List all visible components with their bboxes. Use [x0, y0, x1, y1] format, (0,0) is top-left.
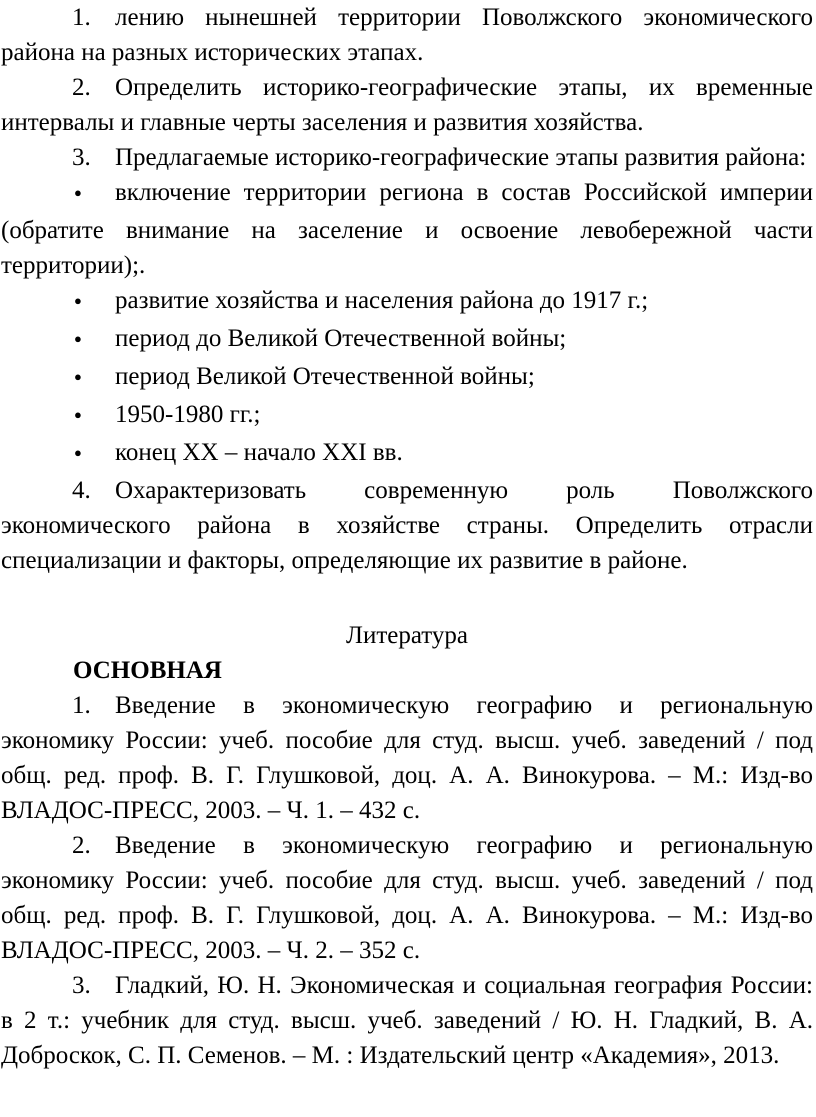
literature-item-1 — [1, 688, 813, 828]
spacer — [1, 578, 813, 618]
bullet-icon — [74, 359, 115, 397]
bullet-text-2: развитие хозяйства и населения района до 1917 г.; — [115, 287, 649, 314]
literature-number-3: 3. — [72, 972, 91, 999]
literature-item-2 — [1, 828, 813, 968]
bullet-item-3 — [1, 321, 813, 359]
bullet-item-6 — [1, 435, 813, 473]
bullet-text-5: 1950-1980 гг.; — [115, 401, 261, 428]
bullet-text-1: включение территории региона в состав Российской империи (обратите внимание на заселение и освоение левобережной части территории);. — [1, 179, 813, 279]
bullet-icon — [74, 435, 115, 473]
task-text-2: Определить историко-географические этапы, их временные интервалы и главные черты заселения и развития хозяйства. — [1, 74, 813, 136]
bullet-text-3: период до Великой Отечественной войны; — [115, 325, 567, 352]
literature-number-2: 2. — [72, 832, 91, 859]
bullet-icon — [74, 283, 115, 321]
bullet-icon — [74, 175, 115, 213]
bullet-text-4: период Великой Отечественной войны; — [115, 363, 535, 390]
task-number-2: 2. — [72, 74, 91, 101]
task-number-4: 4. — [72, 477, 91, 504]
literature-text-1: Введение в экономическую географию и региональную экономику России: учеб. пособие для студ. высш. учеб. заведений / под общ. ред. проф. В. Г. Глушковой, доц. А. А. Винокурова. – М.: Изд-во ВЛАДОС-ПРЕСС, 2003. – Ч. 1. – 432 с. — [1, 692, 813, 824]
literature-heading: Литература — [346, 622, 468, 649]
task-item-1 — [1, 0, 813, 70]
bullet-icon — [74, 321, 115, 359]
literature-number-1: 1. — [72, 692, 91, 719]
bullet-icon — [74, 397, 115, 435]
task-text-1: лению нынешней территории Поволжского экономического района на разных исторических этапах. — [1, 4, 813, 66]
literature-text-3: Гладкий, Ю. Н. Экономическая и социальная география России: в 2 т.: учебник для студ. высш. учеб. заведений / Ю. Н. Гладкий, В. А. Доброскок, С. П. Семенов. – М. : Издательский центр «Академия», 2013. — [1, 972, 813, 1069]
bullet-item-2 — [1, 283, 813, 321]
bullet-item-5 — [1, 397, 813, 435]
task-number-1: 1. — [72, 4, 91, 31]
task-item-4 — [1, 473, 813, 578]
task-item-2 — [1, 70, 813, 140]
literature-text-2: Введение в экономическую географию и региональную экономику России: учеб. пособие для студ. высш. учеб. заведений / под общ. ред. проф. В. Г. Глушковой, доц. А. А. Винокурова. – М.: Изд-во ВЛАДОС-ПРЕСС, 2003. – Ч. 2. – 352 с. — [1, 832, 813, 964]
bullet-item-4 — [1, 359, 813, 397]
literature-subheading: ОСНОВНАЯ — [73, 657, 222, 684]
task-item-3 — [1, 140, 813, 175]
literature-item-3 — [1, 968, 813, 1073]
bullet-item-1 — [1, 175, 813, 283]
task-text-4: Охарактеризовать современную роль Поволжского экономического района в хозяйстве страны. Определить отрасли специализации и факторы, определяющие их развитие в районе. — [1, 477, 813, 574]
task-number-3: 3. — [72, 144, 91, 171]
task-text-3: Предлагаемые историко-географические этапы развития района: — [115, 144, 807, 171]
bullet-text-6: конец XX – начало XXI вв. — [115, 439, 403, 466]
